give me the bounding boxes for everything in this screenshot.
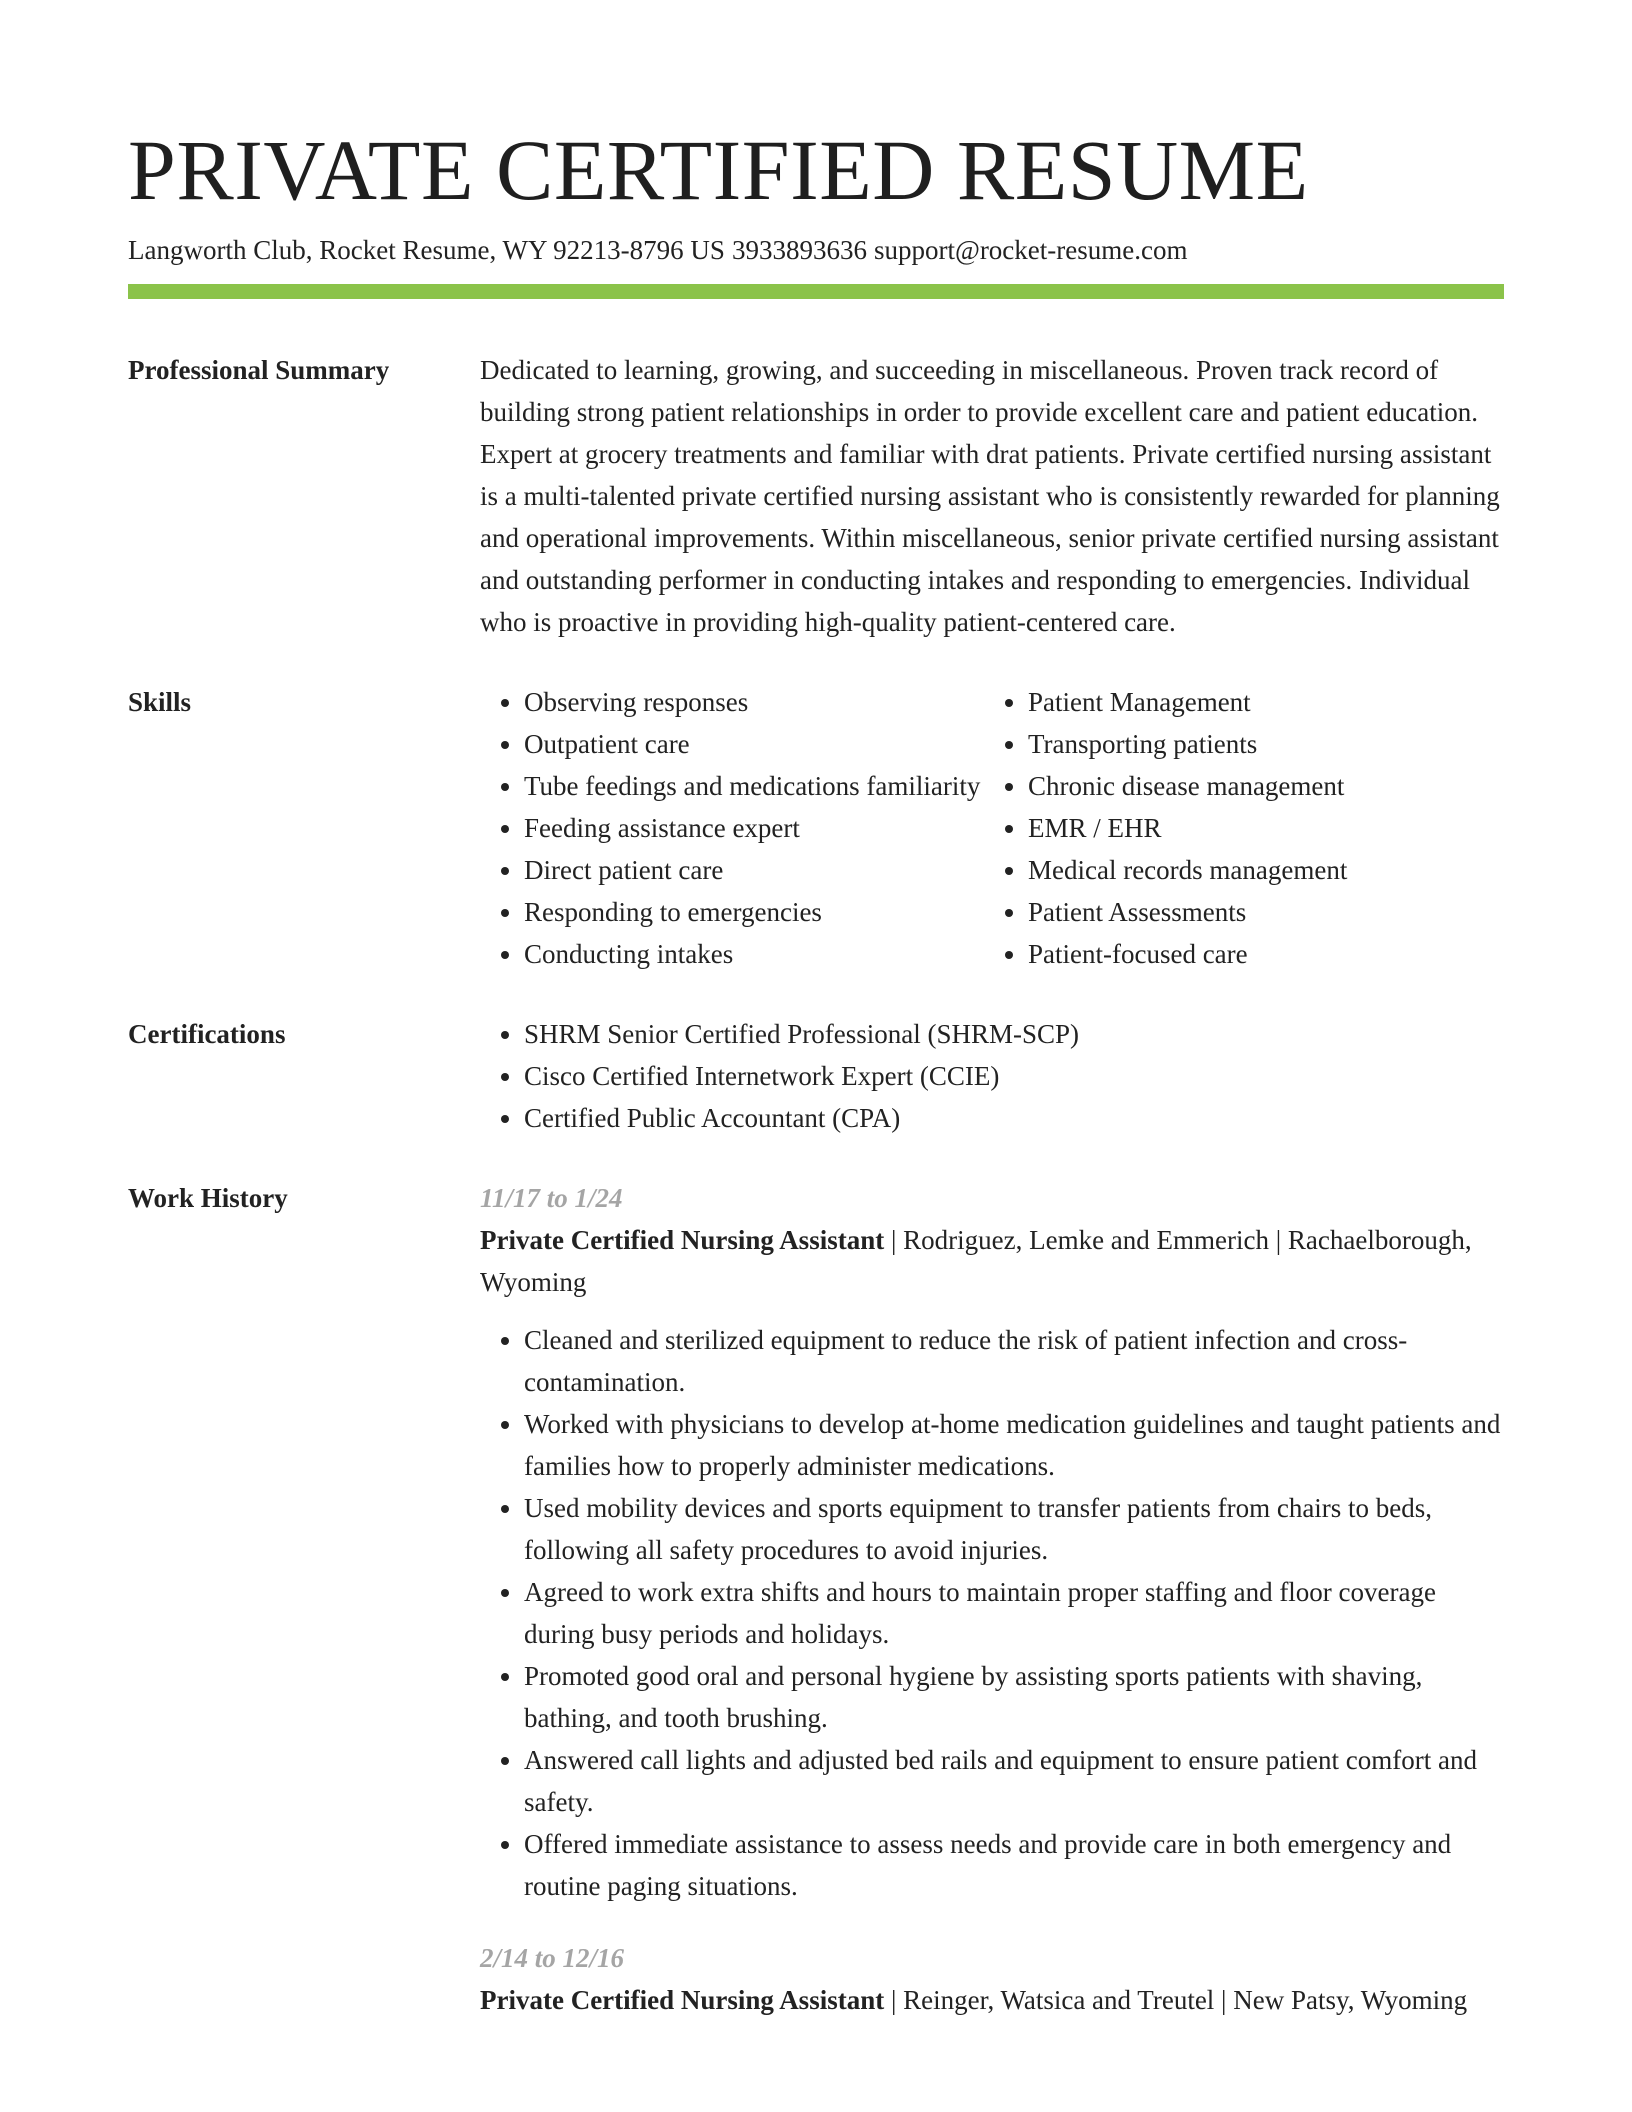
job-title: Private Certified Nursing Assistant xyxy=(480,1225,885,1255)
skill-item: • Patient Assessments xyxy=(1028,891,1504,933)
certifications-list xyxy=(480,1013,1504,1139)
job-title: Private Certified Nursing Assistant xyxy=(480,1985,885,2015)
job-duty-item: • Promoted good oral and personal hygiene by assisting sports patients with shaving, bathing, and tooth brushing. xyxy=(524,1655,1504,1739)
resume-page xyxy=(128,118,1504,2021)
skills-list-right xyxy=(984,681,1504,975)
skill-item: • Conducting intakes xyxy=(524,933,984,975)
job-dates: 11/17 to 1/24 xyxy=(480,1183,623,1213)
job-heading xyxy=(480,1219,1504,1303)
job-duty-item: • Used mobility devices and sports equipment to transfer patients from chairs to beds, following all safety procedures to avoid injuries. xyxy=(524,1487,1504,1571)
skill-item: • Medical records management xyxy=(1028,849,1504,891)
job-employer-location: | Rodriguez, Lemke and Emmerich | Rachaelborough, Wyoming xyxy=(480,1225,1472,1297)
job-entry xyxy=(480,1177,1504,1907)
job-duty-item: • Agreed to work extra shifts and hours to maintain proper staffing and floor coverage during busy periods and holidays. xyxy=(524,1571,1504,1655)
certifications-section xyxy=(128,1013,1504,1139)
job-duty-item: • Cleaned and sterilized equipment to reduce the risk of patient infection and cross-contamination. xyxy=(524,1319,1504,1403)
skill-item: • Tube feedings and medications familiarity xyxy=(524,765,984,807)
section-label-work-history: Work History xyxy=(128,1183,288,1213)
job-heading xyxy=(480,1979,1504,2021)
section-label-summary: Professional Summary xyxy=(128,355,390,385)
skills-section xyxy=(128,681,1504,975)
skill-item: • Patient-focused care xyxy=(1028,933,1504,975)
summary-section xyxy=(128,349,1504,643)
certification-item: • SHRM Senior Certified Professional (SHRM-SCP) xyxy=(524,1013,1504,1055)
skill-item: • EMR / EHR xyxy=(1028,807,1504,849)
section-label-certifications: Certifications xyxy=(128,1019,286,1049)
skill-item: • Observing responses xyxy=(524,681,984,723)
job-entry xyxy=(480,1937,1504,2021)
job-dates: 2/14 to 12/16 xyxy=(480,1943,625,1973)
work-history-section xyxy=(128,1177,1504,2021)
job-duty-item: • Worked with physicians to develop at-home medication guidelines and taught patients and families how to properly administer medications. xyxy=(524,1403,1504,1487)
job-duties-list xyxy=(480,1319,1504,1907)
job-duty-item: • Answered call lights and adjusted bed rails and equipment to ensure patient comfort and safety. xyxy=(524,1739,1504,1823)
job-employer-location: | Reinger, Watsica and Treutel | New Patsy, Wyoming xyxy=(884,1985,1468,2015)
contact-phone: 3933893636 xyxy=(731,235,867,265)
contact-email: support@rocket-resume.com xyxy=(873,235,1188,265)
section-label-skills: Skills xyxy=(128,687,192,717)
certifications-body xyxy=(480,1013,1504,1139)
skill-item: • Responding to emergencies xyxy=(524,891,984,933)
skill-item: • Direct patient care xyxy=(524,849,984,891)
job-duty-item: • Offered immediate assistance to assess needs and provide care in both emergency and routine paging situations. xyxy=(524,1823,1504,1907)
skills-list-left xyxy=(480,681,984,975)
certification-item: • Cisco Certified Internetwork Expert (CCIE) xyxy=(524,1055,1504,1097)
skills-columns xyxy=(480,681,1504,975)
contact-address: Langworth Club, Rocket Resume, WY 92213-8796 US xyxy=(128,235,725,265)
header-divider xyxy=(128,284,1504,299)
summary-text: Dedicated to learning, growing, and succeeding in miscellaneous. Proven track record of building strong patient relationships in order to provide excellent care and patient education. Expert at grocery treatments and familiar with drat patients. Private certified nursing assistant is a multi-talented private certified nursing assistant who is consistently rewarded for planning and operational improvements. Within miscellaneous, senior private certified nursing assistant and outstanding performer in conducting intakes and responding to emergencies. Individual who is proactive in providing high-quality patient-centered care. xyxy=(480,355,1500,637)
resume-name: PRIVATE CERTIFIED RESUME xyxy=(128,122,1309,218)
skill-item: • Chronic disease management xyxy=(1028,765,1504,807)
skill-item: • Feeding assistance expert xyxy=(524,807,984,849)
certification-item: • Certified Public Accountant (CPA) xyxy=(524,1097,1504,1139)
work-history-body xyxy=(480,1177,1504,2021)
skill-item: • Outpatient care xyxy=(524,723,984,765)
skill-item: • Transporting patients xyxy=(1028,723,1504,765)
skill-item: • Patient Management xyxy=(1028,681,1504,723)
contact-line xyxy=(128,232,1504,268)
